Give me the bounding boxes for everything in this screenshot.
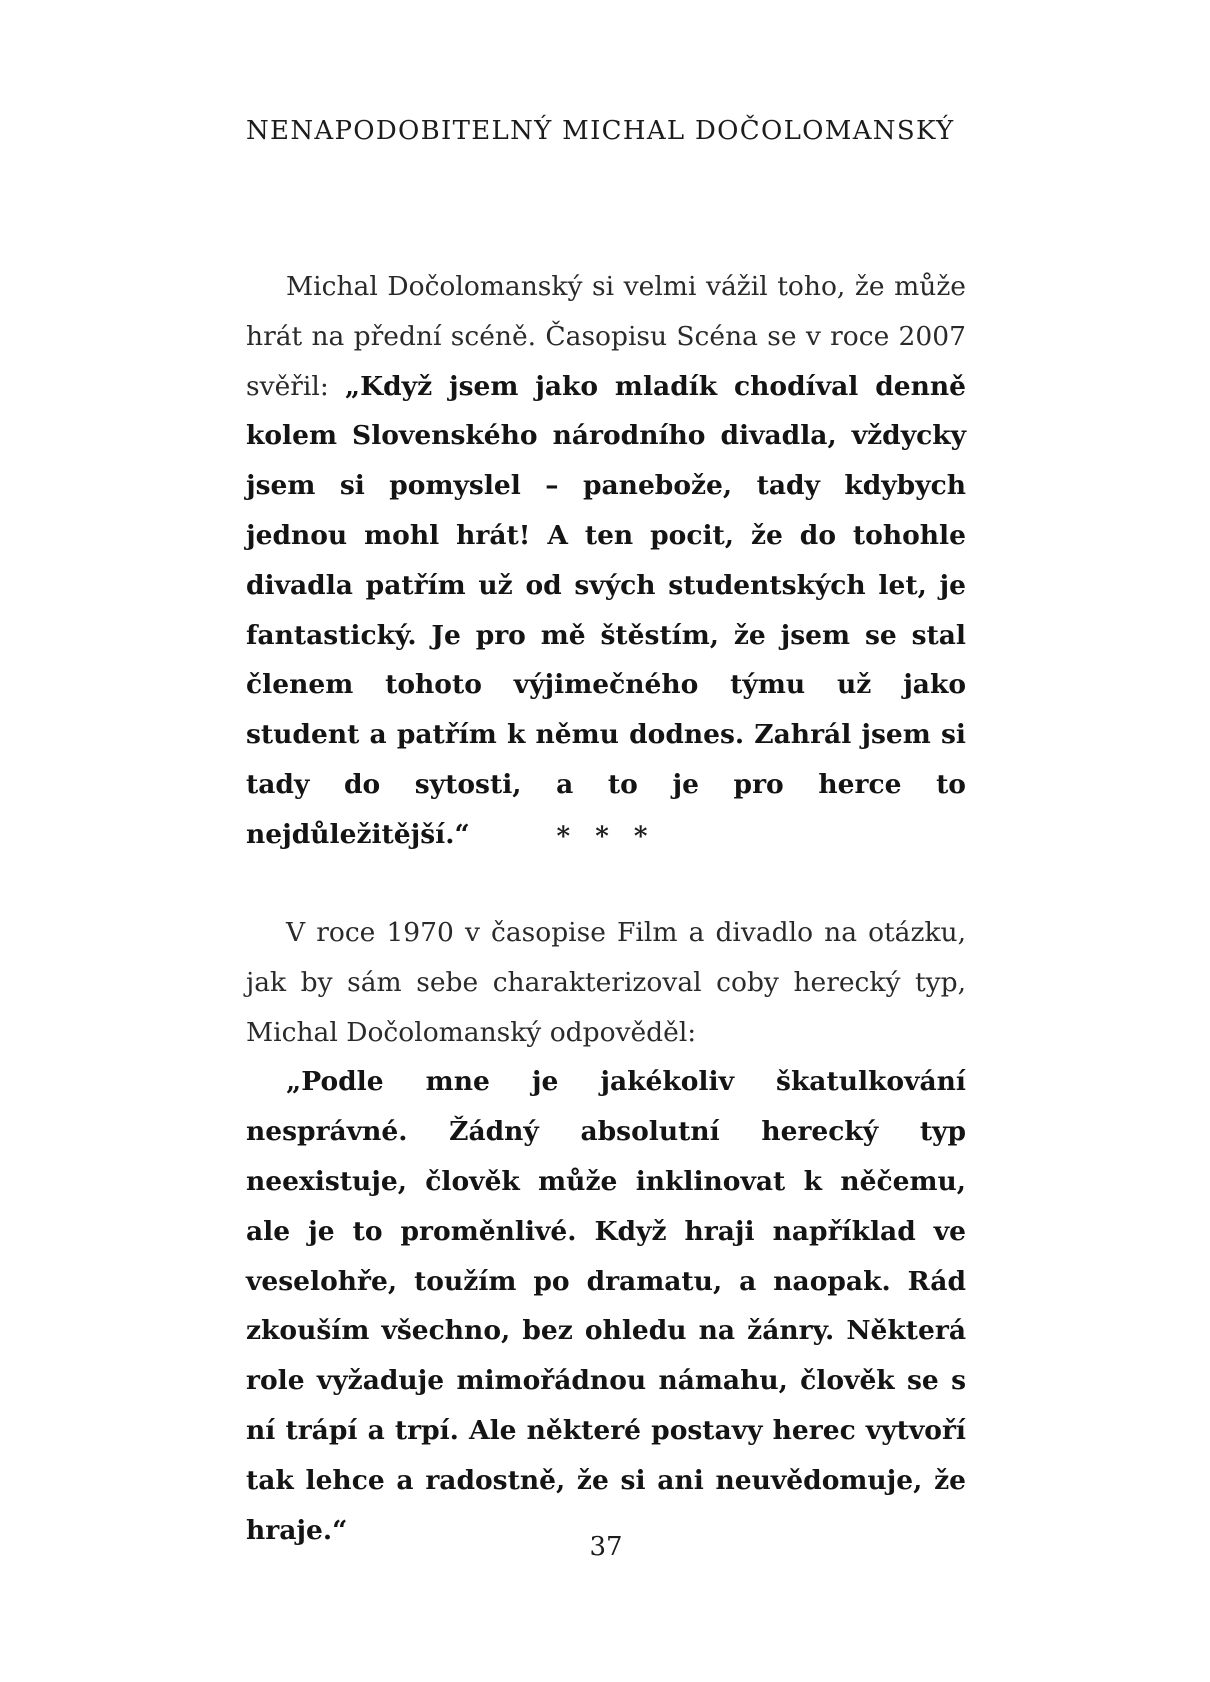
paragraph-actor-type — [246, 908, 966, 1555]
section-break-asterisks: * * * — [556, 822, 656, 852]
paragraph-1 — [246, 262, 966, 860]
paragraph-2-intro: V roce 1970 v časopise Film a divadlo na otázku, jak by sám sebe charakterizoval coby herecký typ, Michal Dočolomanský odpověděl: — [246, 917, 966, 1048]
running-header-title: NENAPODOBITELNÝ MICHAL DOČOLOMANSKÝ — [246, 116, 955, 146]
paragraph-stage-quote — [246, 262, 966, 860]
paragraph-1-quote: „Když jsem jako mladík chodíval denně kolem Slovenského národního divadla, vždycky jsem si pomyslel – panebože, tady kdybych jednou mohl hrát! A ten pocit, že do tohohle divadla patřím už od svých studentských let, je fantastický. Je pro mě štěstím, že jsem se stal členem tohoto výjimečného týmu už jako student a patřím k němu dodnes. Zahrál jsem si tady do sytosti, a to je pro herce to nejdůležitější.“ — [246, 370, 966, 850]
paragraph-2-quote: „Podle mne je jakékoliv škatulkování nesprávné. Žádný absolutní herecký typ neexistuje, člověk může inklinovat k něčemu, ale je to proměnlivé. Když hraji například ve veselohře, toužím po dramatu, a naopak. Rád zkouším všechno, bez ohledu na žánry. Některá role vyžaduje mimořádnou námahu, člověk se s ní trápí a trpí. Ale některé postavy herec vytvoří tak lehce a radostně, že si ani neuvědomuje, že hraje.“ — [246, 1066, 966, 1546]
paragraph-1-intro: Michal Dočolomanský si velmi vážil toho, že může hrát na přední scéně. Časopisu Scéna se v roce 2007 svěřil: — [246, 271, 966, 402]
page-number: 37 — [589, 1532, 623, 1562]
